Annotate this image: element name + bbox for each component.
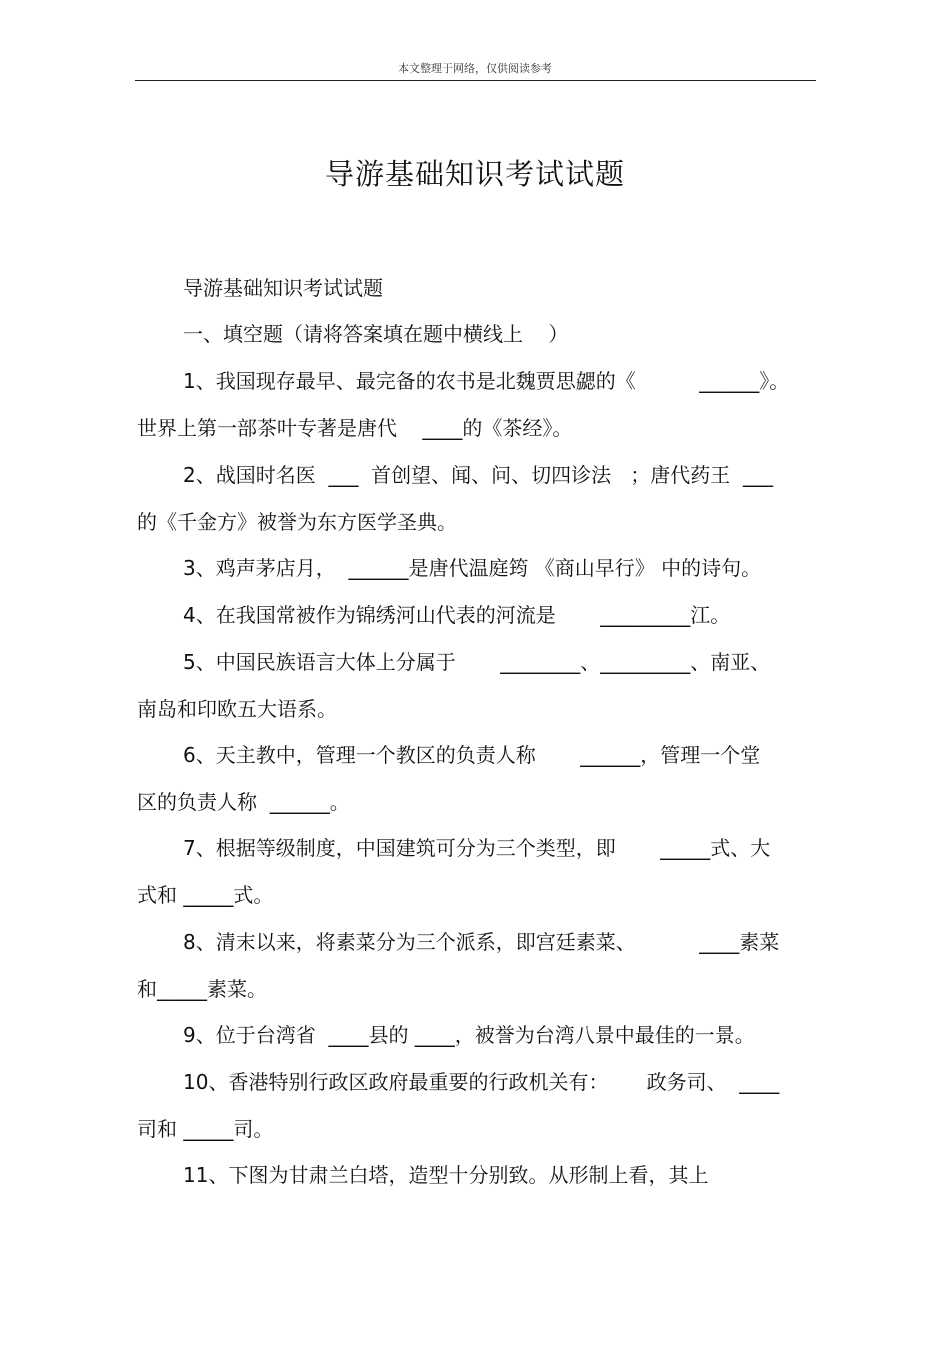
question-6-line-2: 区的负责人称 ______。 — [137, 790, 350, 814]
question-6-line-1: 6、天主教中，管理一个教区的负责人称 ______，管理一个堂 — [183, 743, 761, 767]
question-7-line-1: 7、根据等级制度，中国建筑可分为三个类型，即 _____式、大 — [183, 836, 771, 860]
header-rule — [135, 80, 816, 81]
question-11-line-1: 11、下图为甘肃兰白塔，造型十分别致。从形制上看，其上 — [183, 1163, 709, 1187]
question-10-line-2: 司和 _____司。 — [137, 1117, 274, 1141]
question-1-line-2: 世界上第一部茶叶专著是唐代 ____的《茶经》。 — [137, 416, 573, 440]
question-2-line-1: 2、战国时名医 ___ 首创望、闻、问、切四诊法 ；唐代药王 ___ — [183, 463, 773, 487]
question-9-line-1: 9、位于台湾省 ____县的 ____，被誉为台湾八景中最佳的一景。 — [183, 1023, 755, 1047]
question-3-line-1: 3、鸡声茅店月， ______是唐代温庭筠 《商山早行》 中的诗句。 — [183, 556, 762, 580]
question-7-line-2: 式和 _____式。 — [137, 883, 274, 907]
question-5-line-1: 5、中国民族语言大体上分属于 ________、_________、南亚、 — [183, 650, 771, 674]
question-5-line-2: 南岛和印欧五大语系。 — [137, 697, 337, 721]
question-8-line-2: 和_____素菜。 — [137, 977, 267, 1001]
page-title: 导游基础知识考试试题 — [324, 157, 625, 191]
section-heading: 一、填空题（请将答案填在题中横线上 ） — [183, 322, 569, 346]
question-10-line-1: 10、香港特别行政区政府最重要的行政机关有： 政务司、 ____ — [183, 1070, 780, 1094]
question-4-line-1: 4、在我国常被作为锦绣河山代表的河流是 _________江。 — [183, 603, 731, 627]
question-1-line-1: 1、我国现存最早、最完备的农书是北魏贾思勰的《 ______》。 — [183, 369, 790, 393]
question-2-line-2: 的《千金方》被誉为东方医学圣典。 — [137, 510, 457, 534]
question-8-line-1: 8、清末以来，将素菜分为三个派系，即宫廷素菜、 ____素菜 — [183, 930, 780, 954]
document-subtitle: 导游基础知识考试试题 — [183, 276, 383, 300]
header-note: 本文整理于网络，仅供阅读参考 — [398, 62, 552, 75]
